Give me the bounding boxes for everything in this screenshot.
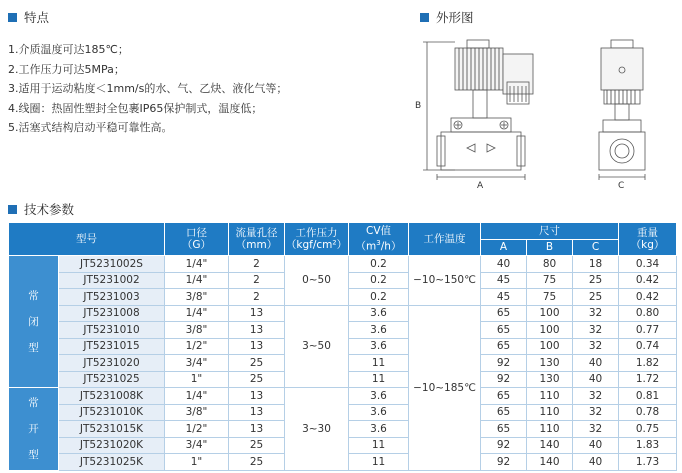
dimension-b-label: B [415, 101, 422, 111]
cell-model: JT5231002 [59, 272, 165, 289]
cell-size-a: 65 [481, 322, 527, 339]
cell-cv: 11 [349, 371, 409, 388]
cell-size-c: 32 [573, 338, 619, 355]
cell-port: 1/2" [165, 421, 229, 438]
cell-size-a: 45 [481, 289, 527, 306]
cell-size-b: 140 [527, 437, 573, 454]
cell-cv: 3.6 [349, 404, 409, 421]
cell-cv: 0.2 [349, 256, 409, 273]
cell-temp: −10~185℃ [409, 305, 481, 470]
cell-weight: 1.83 [619, 437, 677, 454]
cell-size-b: 110 [527, 404, 573, 421]
cell-port: 1/2" [165, 338, 229, 355]
cell-orifice: 25 [229, 454, 285, 471]
header-model: 型号 [9, 223, 165, 256]
cell-cv: 11 [349, 355, 409, 372]
cell-model: JT5231025K [59, 454, 165, 471]
cell-model: JT5231010K [59, 404, 165, 421]
cell-size-c: 32 [573, 305, 619, 322]
cell-cv: 11 [349, 454, 409, 471]
header-size: 尺寸 [481, 223, 619, 240]
cell-size-b: 110 [527, 421, 573, 438]
header-weight: 重量 （kg） [619, 223, 677, 256]
header-size-b: B [527, 239, 573, 256]
cell-weight: 0.74 [619, 338, 677, 355]
header-temp: 工作温度 [409, 223, 481, 256]
cell-model: JT5231020 [59, 355, 165, 372]
cell-size-b: 130 [527, 371, 573, 388]
cell-weight: 0.34 [619, 256, 677, 273]
feature-item: 3.适用于运动粘度＜1mm/s的水、气、乙炔、液化气等； [8, 82, 288, 95]
cell-size-a: 65 [481, 338, 527, 355]
cell-weight: 0.42 [619, 289, 677, 306]
feature-item: 2.工作压力可达5MPa； [8, 62, 125, 76]
cell-orifice: 13 [229, 322, 285, 339]
header-orifice: 流量孔径 （mm） [229, 223, 285, 256]
cell-port: 1" [165, 371, 229, 388]
header-cv: CV值 $(m^3/h)$ [349, 223, 409, 256]
cell-size-c: 32 [573, 404, 619, 421]
cell-size-a: 92 [481, 371, 527, 388]
cell-size-b: 130 [527, 355, 573, 372]
cell-size-b: 75 [527, 272, 573, 289]
cell-size-b: 140 [527, 454, 573, 471]
cell-model: JT5231010 [59, 322, 165, 339]
cell-orifice: 13 [229, 404, 285, 421]
cell-model: JT5231008K [59, 388, 165, 405]
features-list [8, 40, 287, 138]
cell-orifice: 25 [229, 355, 285, 372]
cell-orifice: 13 [229, 338, 285, 355]
cell-orifice: 2 [229, 289, 285, 306]
cell-port: 1/4" [165, 388, 229, 405]
cell-size-c: 18 [573, 256, 619, 273]
group-normally-closed: 常 闭 型 [9, 256, 59, 388]
cell-size-a: 92 [481, 437, 527, 454]
cell-size-c: 40 [573, 454, 619, 471]
cell-model: JT5231025 [59, 371, 165, 388]
section-marker-icon [8, 205, 17, 214]
cell-model: JT5231008 [59, 305, 165, 322]
cell-orifice: 25 [229, 437, 285, 454]
cell-weight: 0.81 [619, 388, 677, 405]
cell-size-c: 40 [573, 437, 619, 454]
cell-size-a: 65 [481, 404, 527, 421]
spec-table [8, 222, 677, 471]
drawing-heading [420, 8, 474, 26]
header-port: 口径 （G） [165, 223, 229, 256]
cell-size-b: 110 [527, 388, 573, 405]
table-row [9, 305, 677, 322]
cell-pressure: 3~30 [285, 388, 349, 471]
cell-cv: 3.6 [349, 388, 409, 405]
cell-weight: 0.42 [619, 272, 677, 289]
cell-pressure: 3~50 [285, 305, 349, 388]
cell-model: JT5231002S [59, 256, 165, 273]
cell-port: 1/4" [165, 272, 229, 289]
features-heading [8, 8, 49, 26]
cell-size-c: 32 [573, 322, 619, 339]
cell-weight: 0.78 [619, 404, 677, 421]
cell-model: JT5231015K [59, 421, 165, 438]
cell-pressure: 0~50 [285, 256, 349, 306]
cell-size-a: 65 [481, 388, 527, 405]
cell-weight: 0.77 [619, 322, 677, 339]
cell-model: JT5231015 [59, 338, 165, 355]
cell-size-a: 45 [481, 272, 527, 289]
cell-size-b: 100 [527, 322, 573, 339]
cell-size-a: 65 [481, 421, 527, 438]
cell-orifice: 2 [229, 256, 285, 273]
cell-cv: 3.6 [349, 322, 409, 339]
cell-weight: 0.75 [619, 421, 677, 438]
cell-size-c: 32 [573, 388, 619, 405]
header-pressure: 工作压力 （kgf/cm²） [285, 223, 349, 256]
feature-item: 1.介质温度可达185℃； [8, 43, 129, 56]
cell-size-c: 32 [573, 421, 619, 438]
cell-port: 3/8" [165, 404, 229, 421]
cell-size-c: 25 [573, 272, 619, 289]
section-marker-icon [420, 13, 429, 22]
cell-cv: 3.6 [349, 421, 409, 438]
cell-weight: 1.73 [619, 454, 677, 471]
cell-weight: 1.82 [619, 355, 677, 372]
drawing-title: 外形图 [436, 10, 474, 25]
feature-item: 4.线圈：热固性塑封全包裹IP65保护制式，温度低； [8, 101, 263, 115]
cell-size-a: 92 [481, 355, 527, 372]
section-marker-icon [8, 13, 17, 22]
specs-heading [8, 200, 74, 218]
cell-cv: 0.2 [349, 272, 409, 289]
cell-size-a: 65 [481, 305, 527, 322]
table-row [9, 388, 677, 405]
cell-orifice: 2 [229, 272, 285, 289]
dimension-a-label: A [477, 181, 484, 190]
table-row [9, 256, 677, 273]
cell-port: 1" [165, 454, 229, 471]
cell-port: 3/8" [165, 322, 229, 339]
cell-port: 1/4" [165, 305, 229, 322]
cell-size-b: 100 [527, 305, 573, 322]
cell-cv: 3.6 [349, 338, 409, 355]
cell-size-c: 40 [573, 355, 619, 372]
cell-cv: 11 [349, 437, 409, 454]
header-size-a: A [481, 239, 527, 256]
cell-cv: 3.6 [349, 305, 409, 322]
cell-port: 1/4" [165, 256, 229, 273]
features-title: 特点 [24, 10, 50, 25]
cell-orifice: 25 [229, 371, 285, 388]
cell-model: JT5231020K [59, 437, 165, 454]
cell-size-c: 25 [573, 289, 619, 306]
cell-port: 3/4" [165, 355, 229, 372]
cell-size-a: 40 [481, 256, 527, 273]
cell-weight: 1.72 [619, 371, 677, 388]
cell-size-b: 100 [527, 338, 573, 355]
cell-size-b: 75 [527, 289, 573, 306]
cell-cv: 0.2 [349, 289, 409, 306]
cell-size-c: 40 [573, 371, 619, 388]
cell-orifice: 13 [229, 421, 285, 438]
header-size-c: C [573, 239, 619, 256]
cell-temp: −10~150℃ [409, 256, 481, 306]
cell-weight: 0.80 [619, 305, 677, 322]
cell-port: 3/4" [165, 437, 229, 454]
cell-orifice: 13 [229, 305, 285, 322]
feature-item: 5.活塞式结构启动平稳可靠性高。 [8, 121, 173, 134]
cell-orifice: 13 [229, 388, 285, 405]
cell-port: 3/8" [165, 289, 229, 306]
cell-model: JT5231003 [59, 289, 165, 306]
cell-size-a: 92 [481, 454, 527, 471]
cell-size-b: 80 [527, 256, 573, 273]
specs-title: 技术参数 [24, 202, 75, 217]
dimension-c-label: C [618, 181, 625, 190]
valve-outline-drawing [415, 30, 675, 190]
group-normally-open: 常 开 型 [9, 388, 59, 471]
